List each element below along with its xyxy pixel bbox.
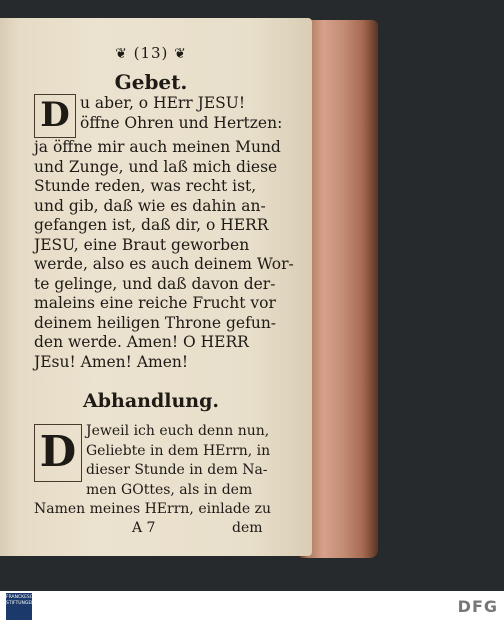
text-line: JESU, eine Braut geworben bbox=[34, 235, 250, 254]
dfg-logo[interactable]: DFG bbox=[457, 597, 498, 616]
text-line: Geliebte in dem HErrn, in bbox=[86, 442, 271, 459]
prayer-initial: D bbox=[34, 94, 76, 138]
text-line: öffne Ohren und Hertzen: bbox=[80, 113, 283, 132]
text-line: maleins eine reiche Frucht vor bbox=[34, 294, 276, 312]
text-line: u aber, o HErr JESU! bbox=[80, 94, 246, 112]
ornament-left-icon: ❦ bbox=[115, 46, 128, 62]
text-line: JEsu! Amen! Amen! bbox=[34, 352, 189, 371]
text-line: men GOttes, als in dem bbox=[86, 481, 253, 498]
logo-text: FRANCKESCHE STIFTUNGEN bbox=[6, 595, 40, 606]
text-line: und gib, daß wie es dahin an- bbox=[34, 196, 266, 215]
book-page bbox=[0, 18, 312, 556]
section-initial: D bbox=[34, 424, 82, 482]
text-line: und Zunge, und laß mich diese bbox=[34, 157, 278, 176]
signature-mark: A 7 bbox=[132, 519, 156, 536]
ornament-right-icon: ❦ bbox=[174, 46, 187, 62]
text-line: dieser Stunde in dem Na- bbox=[86, 462, 268, 478]
prayer-text bbox=[34, 94, 294, 372]
section-text bbox=[34, 422, 272, 536]
text-line: deinem heiligen Throne gefun- bbox=[34, 313, 277, 332]
text-line: ja öffne mir auch meinen Mund bbox=[34, 138, 281, 156]
text-line: Stunde reden, was recht ist, bbox=[34, 177, 257, 195]
page-text bbox=[34, 44, 294, 536]
text-line: den werde. Amen! O HERR bbox=[34, 333, 249, 351]
viewer-footer bbox=[0, 591, 504, 622]
text-line: Jeweil ich euch denn nun, bbox=[86, 423, 270, 439]
page-header bbox=[34, 44, 268, 62]
text-line: Namen meines HErrn, einlade zu bbox=[34, 501, 272, 517]
section-title: Abhandlung. bbox=[83, 390, 219, 412]
text-line: gefangen ist, daß dir, o HERR bbox=[34, 216, 269, 234]
text-line: te gelinge, und daß davon der- bbox=[34, 274, 276, 293]
prayer-title: Gebet. bbox=[114, 70, 188, 94]
catchword: dem bbox=[232, 519, 263, 536]
institution-logo[interactable] bbox=[6, 593, 40, 620]
page-number: (13) bbox=[133, 44, 169, 62]
text-line: werde, also es auch deinem Wor- bbox=[34, 255, 294, 273]
